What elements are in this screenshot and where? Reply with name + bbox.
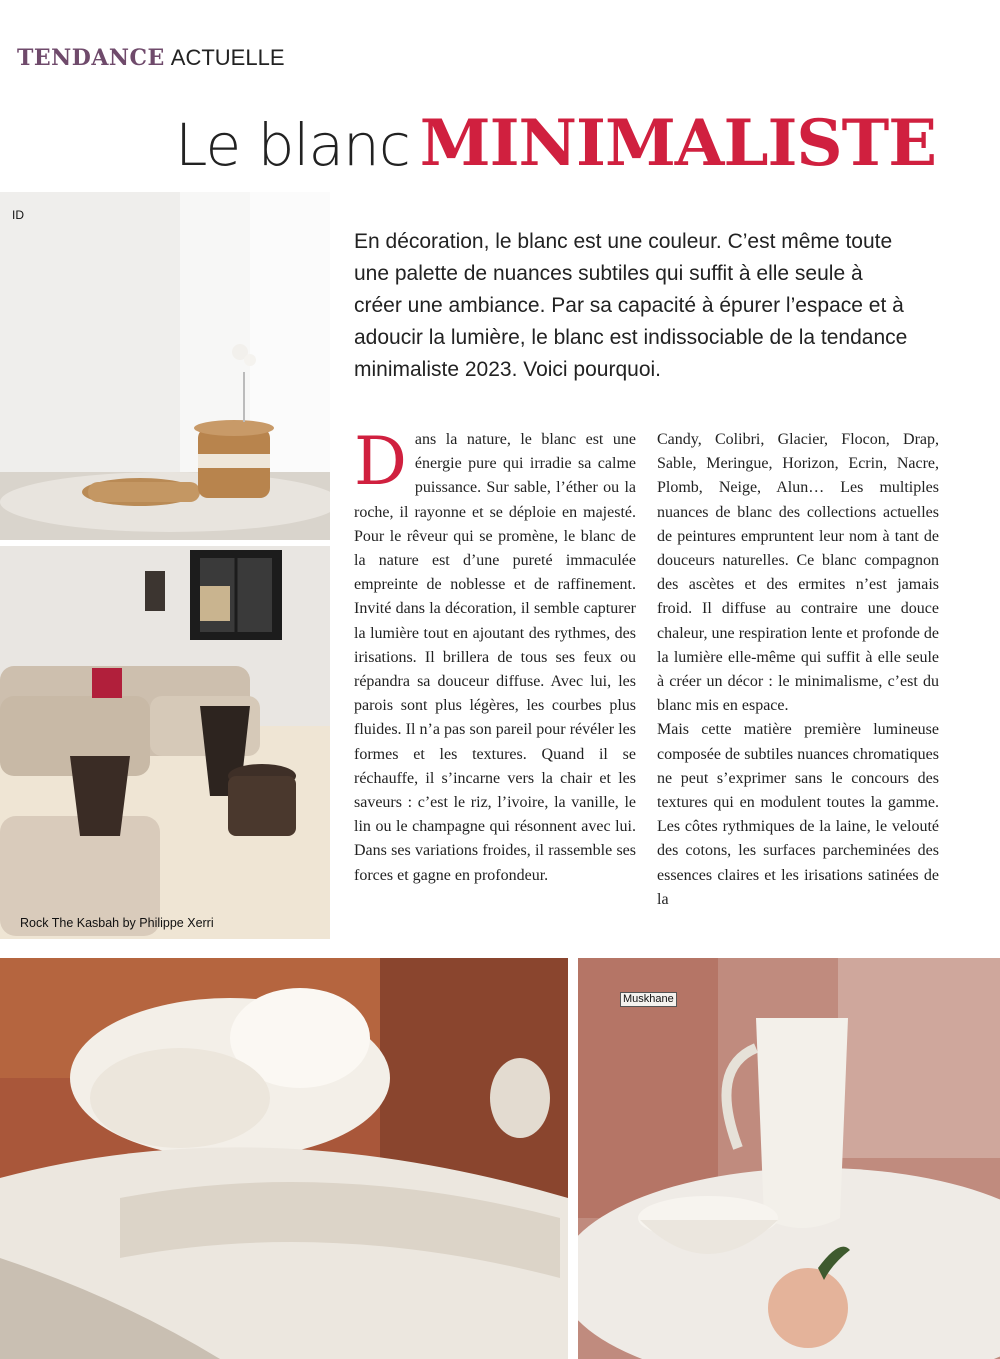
photo-living-room — [0, 546, 330, 939]
photo-jug-bowl — [578, 958, 1000, 1359]
photo-white-flowers — [0, 958, 568, 1359]
rubric-actuelle: ACTUELLE — [170, 45, 285, 70]
photo-credit-id: ID — [12, 208, 24, 222]
article-intro: En décoration, le blanc est une couleur. C’est même toute une palette de nuances subtiles qui suffit à elle seule à créer une ambiance. Par sa capacité à épurer l’espace et à adoucir la lumière, le blanc est indissociable de la tendance minimaliste 2023. Voici pourquoi. — [354, 230, 908, 381]
photo-white-flowers-art — [0, 958, 568, 1359]
article-headline — [175, 104, 936, 184]
col2-paragraph-1: Candy, Colibri, Glacier, Flocon, Drap, Sable, Meringue, Horizon, Ecrin, Nacre, Plomb, Neige, Alun… Les multiples nuances de blanc des collections actuelles de peintures empruntent leur nom à tant de douceurs naturelles. Ce blanc compagnon des ascètes et des ermites n’est jamais froid. Il diffuse au contraire une douce chaleur, une respiration lente et profonde de la lumière elle-même qui suffit à elle seule à créer un décor : le minimalisme, c’est du blanc mis en espace. — [657, 431, 939, 715]
photo-white-room-art — [0, 192, 330, 540]
drop-cap: D — [354, 423, 407, 500]
col2-paragraph-2: Mais cette matière première lumineuse composée de subtiles nuances chromatiques ne peut s’exprimer sans le concours des textures qui en modulent toutes la gamme. Les côtes rythmiques de la laine, le velouté des cotons, les surfaces parcheminées des essences claires et les irisations satinées de la — [657, 721, 939, 908]
photo-credit-rock: Rock The Kasbah by Philippe Xerri — [20, 916, 214, 930]
rubric-tendance: TENDANCE — [17, 45, 165, 71]
photo-jug-bowl-art — [578, 958, 1000, 1359]
photo-credit-muskhane: Muskhane — [620, 992, 677, 1007]
body-column-2 — [657, 428, 939, 912]
section-rubric — [17, 42, 285, 74]
body-column-1 — [354, 423, 636, 888]
headline-bold: MINIMALISTE — [419, 106, 936, 181]
headline-light: Le blanc — [175, 111, 410, 179]
photo-white-room — [0, 192, 330, 540]
col1-text: ans la nature, le blanc est une énergie pure qui irradie sa calme puissance. Sur sable, l’éther ou la roche, il rayonne et se déploie en majesté. Pour le rêveur qui se promène, le blanc de la nature est d’une pureté immaculée empreinte de noblesse et de raffinement. Invité dans la décoration, il semble capturer la lumière tout en ajoutant des rythmes, des irisations. Il brillera de tous ses feux ou répandra sa douceur diffuse. Avec lui, les parois sont plus légères, les courbes plus fluides. Il n’a pas son pareil pour révéler les formes et les textures. Quand il se réchauffe, il s’incarne vers la chair et les saveurs : c’est le riz, l’ivoire, la vanille, le lin ou le champagne qui résonnent avec lui. Dans ses variations froides, il rassemble ses forces et gagne en profondeur. — [354, 431, 636, 884]
photo-living-room-art — [0, 546, 330, 939]
